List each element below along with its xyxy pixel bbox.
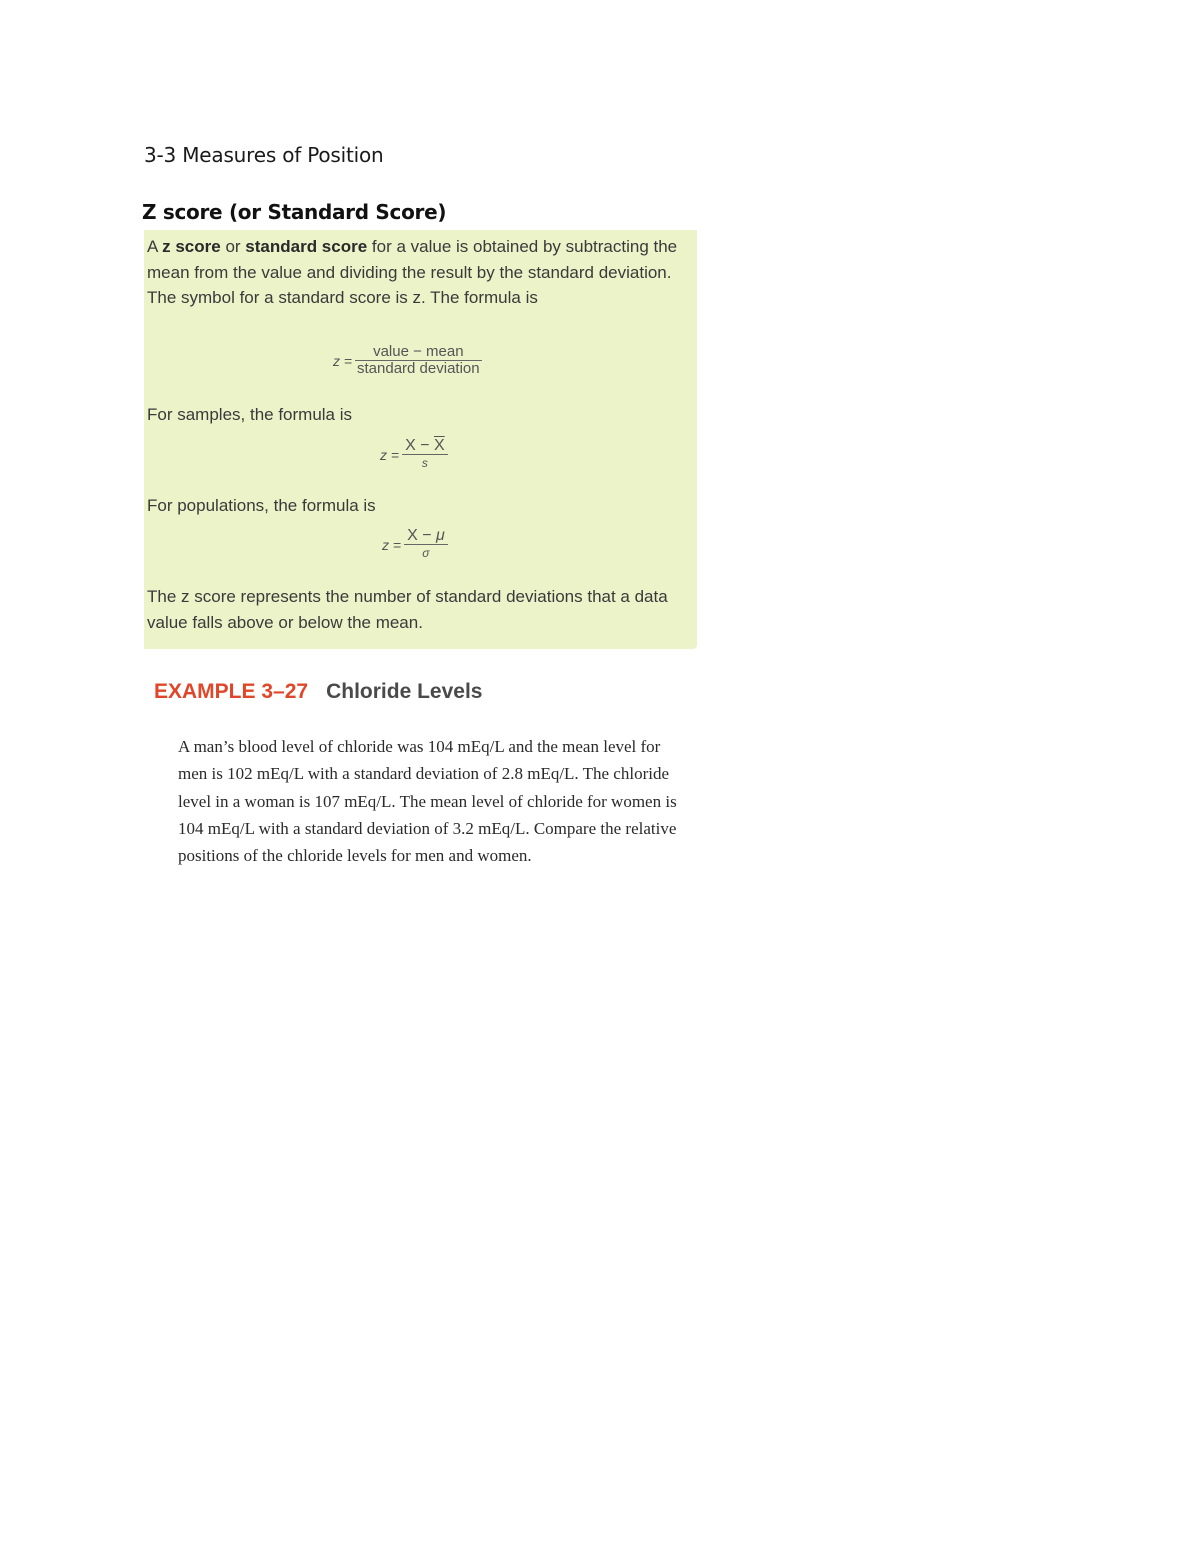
definition-heading: Z score (or Standard Score) bbox=[142, 200, 447, 224]
example-body: A man’s blood level of chloride was 104 mEq/L and the mean level for men is 102 mEq/L with a standard deviation of 2.8 mEq/L. The chloride level in a woman is 107 mEq/L. The mean level of chloride for women is 104 mEq/L with a standard deviation of 3.2 mEq/L. Compare the relative positions of the chloride levels for men and women. bbox=[178, 737, 677, 866]
formula-lhs: z = bbox=[380, 446, 400, 463]
numerator: value − mean bbox=[355, 344, 481, 361]
formula-populations bbox=[382, 528, 448, 561]
example-title: Chloride Levels bbox=[326, 680, 483, 703]
term-standard-score: standard score bbox=[245, 237, 368, 256]
section-title: 3-3 Measures of Position bbox=[144, 143, 384, 167]
example-number: EXAMPLE 3–27 bbox=[154, 680, 309, 703]
mu-symbol: μ bbox=[435, 527, 445, 544]
definition-conclusion: The z score represents the number of standard deviations that a data value falls above or below the mean. bbox=[147, 587, 668, 632]
fraction bbox=[355, 344, 481, 377]
formula-samples bbox=[380, 438, 448, 471]
numerator: X − μ bbox=[404, 528, 448, 545]
term-z-score: z score bbox=[162, 237, 221, 256]
x-bar-symbol: $\overline{X}$ bbox=[433, 437, 445, 454]
definition-intro: A z score or standard score for a value is obtained by subtracting the mean from the value and dividing the result by the standard deviation. The symbol for a standard score is z. The formula is bbox=[147, 237, 678, 307]
fraction bbox=[402, 438, 448, 471]
populations-text: For populations, the formula is bbox=[147, 496, 376, 515]
example-heading bbox=[154, 680, 482, 704]
denominator: s bbox=[421, 456, 428, 470]
samples-text: For samples, the formula is bbox=[147, 405, 353, 424]
denominator: standard deviation bbox=[357, 360, 480, 377]
formula-lhs: z = bbox=[382, 536, 402, 553]
fraction bbox=[404, 528, 448, 561]
numerator: $X - \overline{X}$ bbox=[402, 438, 448, 455]
formula-lhs: z = bbox=[333, 352, 353, 369]
denominator: σ bbox=[422, 546, 430, 560]
formula-general bbox=[333, 344, 482, 377]
definition-box bbox=[144, 230, 697, 649]
